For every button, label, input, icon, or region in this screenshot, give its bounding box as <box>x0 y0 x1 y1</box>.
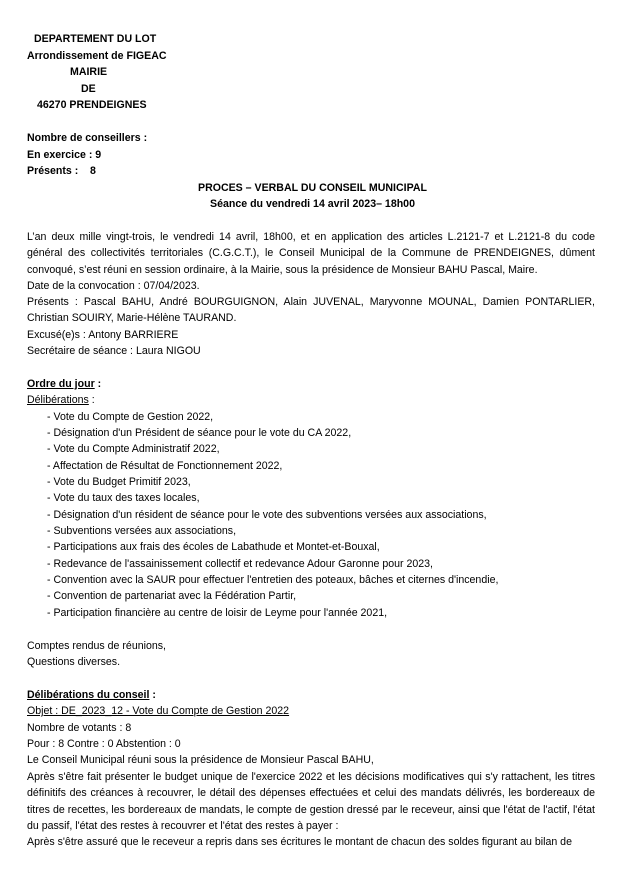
presents-count: Présents : 8 <box>27 165 96 177</box>
list-item: - Vote du taux des taxes locales, <box>47 492 200 504</box>
list-item: - Convention de partenariat avec la Fédération Partir, <box>47 590 297 602</box>
list-item: - Vote du Budget Primitif 2023, <box>47 476 191 488</box>
header-commune: 46270 PRENDEIGNES <box>37 99 147 111</box>
nombre-votants: Nombre de votants : 8 <box>27 722 132 734</box>
presents-list: Présents : Pascal BAHU, André BOURGUIGNON, Alain JUVENAL, Maryvonne MOUNAL, Damien PONTARLIER, Christian SOUIRY, Marie-Hélène TAURAND. <box>27 296 595 325</box>
deliberations-label-suffix: : <box>88 394 95 406</box>
header-de: DE <box>81 83 96 95</box>
list-item: - Désignation d'un Président de séance pour le vote du CA 2022, <box>47 427 352 439</box>
list-item: - Vote du Compte Administratif 2022, <box>47 443 220 455</box>
excuses: Excusé(e)s : Antony BARRIERE <box>27 329 179 341</box>
deliberations-label-text: Délibérations <box>27 394 89 406</box>
list-item: - Vote du Compte de Gestion 2022, <box>47 411 214 423</box>
list-item: - Participation financière au centre de loisir de Leyme pour l'année 2021, <box>47 607 388 619</box>
vote-result: Pour : 8 Contre : 0 Abstention : 0 <box>27 738 181 750</box>
deliberations-label <box>27 392 95 408</box>
comptes-rendus: Comptes rendus de réunions, <box>27 640 166 652</box>
secretaire: Secrétaire de séance : Laura NIGOU <box>27 345 201 357</box>
list-item: - Participations aux frais des écoles de Labathude et Montet-et-Bouxal, <box>47 541 380 553</box>
receveur-paragraph: Après s'être assuré que le receveur a repris dans ses écritures le montant de chacun des soldes figurant au bilan de <box>27 836 572 848</box>
questions-diverses: Questions diverses. <box>27 656 121 668</box>
deliberations-heading-text: Délibérations du conseil <box>27 689 150 701</box>
session-date: Séance du vendredi 14 avril 2023– 18h00 <box>210 198 415 210</box>
header-mairie: MAIRIE <box>70 66 108 78</box>
ordre-heading-suffix: : <box>94 378 102 390</box>
deliberations-heading <box>27 687 156 703</box>
budget-paragraph: Après s'être fait présenter le budget unique de l'exercice 2022 et les décisions modificatives qui s'y rattachent, les titres définitifs des créances à recouvrer, le détail des dépenses effectuées et celui des mandats délivrés, les bordereaux de titres de recettes, les bordereaux de mandats, le compte de gestion dressé par le receveur, ainsi que l'état de l'actif, l'état du passif, l'état des restes à recouvrer et l'état des restes à payer : <box>27 771 595 832</box>
deliberations-heading-suffix: : <box>149 689 156 701</box>
conseillers-label: Nombre de conseillers : <box>27 132 148 144</box>
intro-paragraph: L’an deux mille vingt-trois, le vendredi 14 avril, 18h00, et en application des articles L.2121-7 et L.2121-8 du code général des collectivités territoriales (C.G.C.T.), le Conseil Municipal de la Commune de PRENDEIGNES, dûment convoqué, s’est réuni en session ordinaire, à la Mairie, sous la présidence de Monsieur BAHU Pascal, Maire. <box>27 231 595 276</box>
list-item: - Redevance de l'assainissement collectif et redevance Adour Garonne pour 2023, <box>47 558 433 570</box>
list-item: - Désignation d'un résident de séance pour le vote des subventions versées aux associations, <box>47 509 487 521</box>
list-item: - Convention avec la SAUR pour effectuer l'entretien des poteaux, bâches et citernes d'incendie, <box>47 574 499 586</box>
convocation-date: Date de la convocation : 07/04/2023. <box>27 280 200 292</box>
ordre-du-jour-heading <box>27 376 101 392</box>
list-item: - Affectation de Résultat de Fonctionnement 2022, <box>47 460 283 472</box>
header-department: DEPARTEMENT DU LOT <box>34 33 157 45</box>
ordre-heading-text: Ordre du jour <box>27 378 95 390</box>
conseil-presidence: Le Conseil Municipal réuni sous la présidence de Monsieur Pascal BAHU, <box>27 754 374 766</box>
document-title: PROCES – VERBAL DU CONSEIL MUNICIPAL <box>198 182 427 194</box>
en-exercice: En exercice : 9 <box>27 149 102 161</box>
objet-line: Objet : DE_2023_12 - Vote du Compte de Gestion 2022 <box>27 705 290 717</box>
list-item: - Subventions versées aux associations, <box>47 525 237 537</box>
header-arrondissement: Arrondissement de FIGEAC <box>27 50 167 62</box>
